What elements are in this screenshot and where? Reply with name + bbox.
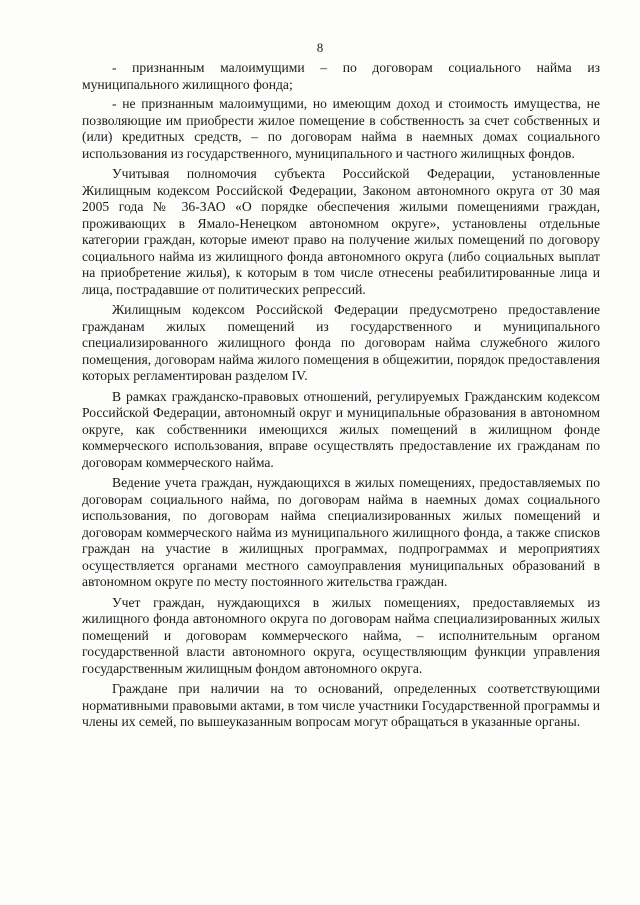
paragraph-6: Ведение учета граждан, нуждающихся в жилых помещениях, предоставляемых по договорам социального найма, по договорам найма в наемных домах социального использования, по договорам найма специализированных жилых помещений и договорам коммерческого найма из муниципального жилищного фонда, а также списков граждан на участие в жилищных программах, подпрограммах и мероприятиях осуществляется органами местного самоуправления муниципальных образований в автономном округе по месту постоянного жительства граждан. <box>82 475 600 589</box>
paragraph-1: - признанным малоимущими – по договорам социального найма из муниципального жилищного фонда; <box>82 60 600 92</box>
page-number: 8 <box>316 40 324 55</box>
paragraph-2: - не признанным малоимущими, но имеющим доход и стоимость имущества, не позволяющие им приобрести жилое помещение в собственность за счет собственных и (или) кредитных средств, – по договорам найма в наемных домах социального использования из государственного, муниципального и частного жилищных фондов. <box>82 96 600 161</box>
paragraph-5: В рамках гражданско-правовых отношений, регулируемых Гражданским кодексом Российской Федерации, автономный округ и муниципальные образования в автономном округе, как собственники имеющихся жилых помещений в жилищном фонде коммерческого использования, вправе осуществлять предоставление их гражданам по договорам коммерческого найма. <box>82 388 600 470</box>
paragraph-3: Учитывая полномочия субъекта Российской Федерации, установленные Жилищным кодексом Российской Федерации, Законом автономного округа от 30 мая 2005 года № 36-ЗАО «О порядке обеспечения жилыми помещениями граждан, проживающих в Ямало-Ненецком автономном округе», установлены отдельные категории граждан, которые имеют право на получение жилых помещений по договору социального найма из жилищного фонда автономного округа (либо социальных выплат на приобретение жилья), к которым в том числе отнесены реабилитированные лица и лица, пострадавшие от политических репрессий. <box>82 166 600 297</box>
paragraph-8: Граждане при наличии на то оснований, определенных соответствующими нормативными правовыми актами, в том числе участники Государственной программы и члены их семей, по вышеуказанным вопросам могут обращаться в указанные органы. <box>82 681 600 729</box>
paragraph-4: Жилищным кодексом Российской Федерации предусмотрено предоставление гражданам жилых помещений из государственного и муниципального специализированного жилищного фонда по договорам найма служебного жилого помещения, договорам найма жилого помещения в общежитии, порядок предоставления которых регламентирован разделом IV. <box>82 302 600 383</box>
body-text <box>82 60 600 734</box>
paragraph-7: Учет граждан, нуждающихся в жилых помещениях, предоставляемых из жилищного фонда автономного округа по договорам найма специализированных жилых помещений и договорам коммерческого найма, – исполнительным органом государственной власти автономного округа, осуществляющим функции управления государственным жилищным фондом автономного округа. <box>82 594 600 676</box>
